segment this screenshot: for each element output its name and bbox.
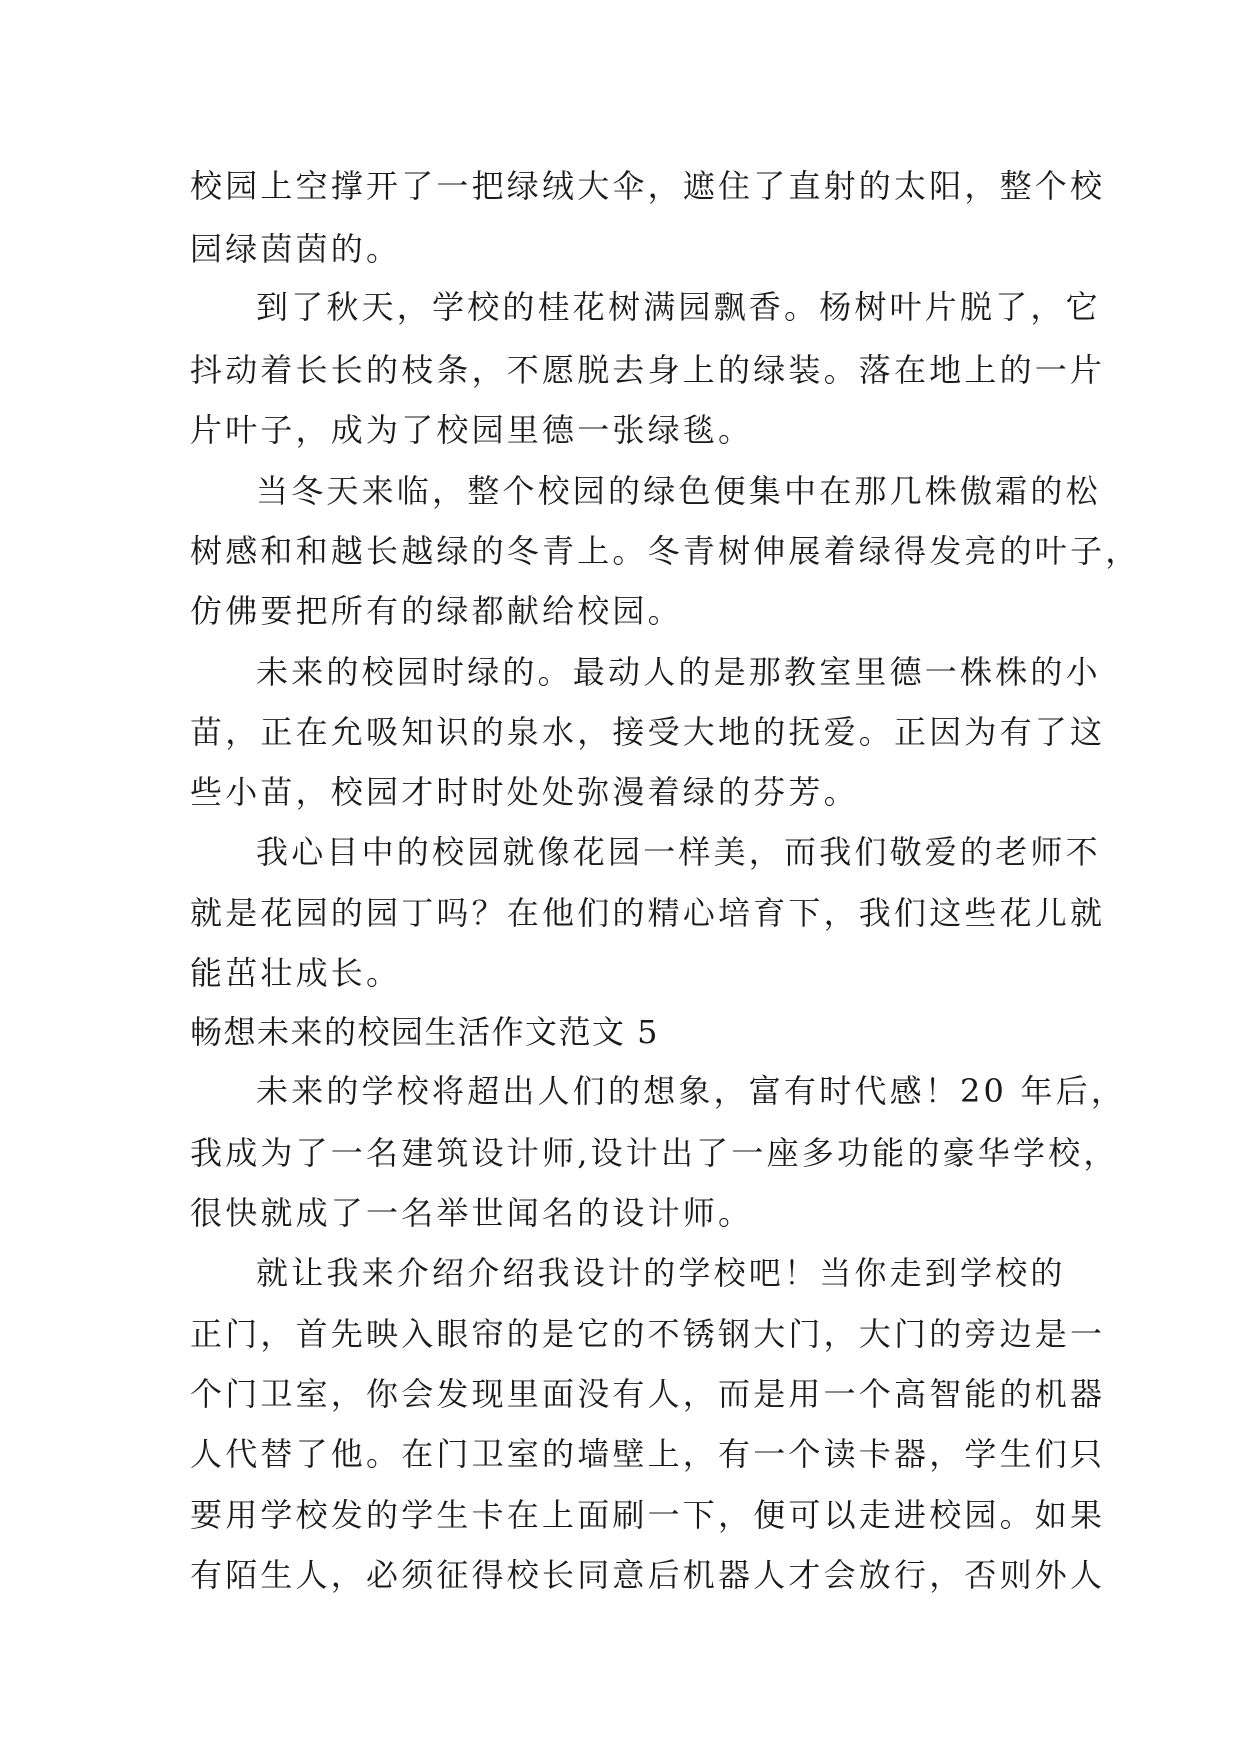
text-line: 能茁壮成长。 (190, 954, 402, 992)
text-line: 片叶子，成为了校园里德一张绿毯。 (190, 411, 754, 449)
section-heading: 畅想未来的校园生活作文范文 5 (190, 1013, 660, 1051)
text-line: 人代替了他。在门卫室的墙壁上，有一个读卡器，学生们只 (190, 1435, 1106, 1473)
text-line: 要用学校发的学生卡在上面刷一下，便可以走进校园。如果 (190, 1496, 1106, 1534)
paragraph-first-line: 到了秋天，学校的桂花树满园飘香。杨树叶片脱了，它 (256, 288, 1101, 326)
text-line: 正门，首先映入眼帘的是它的不锈钢大门，大门的旁边是一 (190, 1315, 1106, 1353)
paragraph-first-line: 就让我来介绍介绍我设计的学校吧！当你走到学校的 (256, 1254, 1066, 1292)
text-line: 个门卫室，你会发现里面没有人，而是用一个高智能的机器 (190, 1375, 1106, 1413)
paragraph-first-line: 未来的校园时绿的。最动人的是那教室里德一株株的小 (256, 653, 1101, 691)
text-line: 我成为了一名建筑设计师,设计出了一座多功能的豪华学校， (190, 1134, 1119, 1172)
paragraph-first-line: 当冬天来临，整个校园的绿色便集中在那几株傲霜的松 (256, 472, 1101, 510)
text-line: 苗，正在允吸知识的泉水，接受大地的抚爱。正因为有了这 (190, 713, 1106, 751)
text-line: 很快就成了一名举世闻名的设计师。 (190, 1194, 754, 1232)
text-line: 有陌生人，必须征得校长同意后机器人才会放行，否则外人 (190, 1556, 1106, 1594)
text-line: 就是花园的园丁吗？在他们的精心培育下，我们这些花儿就 (190, 894, 1106, 932)
paragraph-first-line: 我心目中的校园就像花园一样美，而我们敬爱的老师不 (256, 833, 1101, 871)
text-line: 校园上空撑开了一把绿绒大伞，遮住了直射的太阳，整个校 (190, 167, 1106, 205)
text-line: 仿佛要把所有的绿都献给校园。 (190, 592, 683, 630)
paragraph-first-line: 未来的学校将超出人们的想象，富有时代感！20 年后， (256, 1072, 1127, 1110)
text-line: 抖动着长长的枝条，不愿脱去身上的绿装。落在地上的一片 (190, 351, 1106, 389)
text-line: 园绿茵茵的。 (190, 230, 402, 268)
text-line: 些小苗，校园才时时处处弥漫着绿的芬芳。 (190, 773, 859, 811)
text-line: 树感和和越长越绿的冬青上。冬青树伸展着绿得发亮的叶子， (190, 532, 1141, 570)
